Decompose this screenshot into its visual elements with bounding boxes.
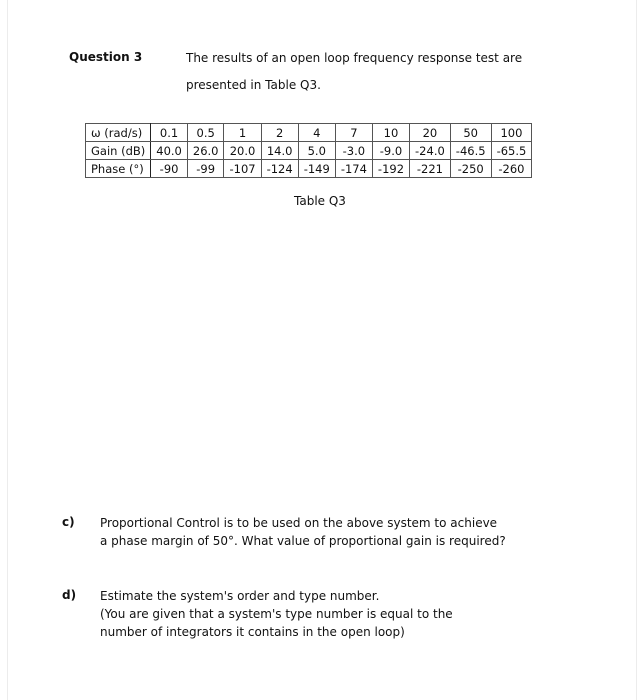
table-cell: -107 [224, 160, 261, 178]
table-cell: 14.0 [261, 142, 298, 160]
row-header: Phase (°) [86, 160, 151, 178]
part-c-label: c) [62, 515, 75, 529]
part-d-line-3: number of integrators it contains in the open loop) [100, 625, 405, 639]
part-c-line-2: a phase margin of 50°. What value of proportional gain is required? [100, 534, 506, 548]
question-label: Question 3 [69, 50, 143, 64]
table-row [86, 124, 532, 142]
table-cell: -65.5 [491, 142, 532, 160]
table-cell: -124 [261, 160, 298, 178]
part-c-line-1: Proportional Control is to be used on the above system to achieve [100, 516, 498, 530]
intro-line-1: The results of an open loop frequency response test are [186, 51, 523, 65]
table-cell: 10 [372, 124, 409, 142]
table-row [86, 142, 532, 160]
table-cell: 50 [450, 124, 491, 142]
table-cell: 100 [491, 124, 532, 142]
part-d-text [100, 587, 453, 641]
table-cell: 2 [261, 124, 298, 142]
table-row [86, 160, 532, 178]
table-cell: -192 [372, 160, 409, 178]
part-d-line-1: Estimate the system's order and type number. [100, 589, 380, 603]
table-cell: 4 [298, 124, 335, 142]
table-cell: 1 [224, 124, 261, 142]
frequency-response-table [85, 123, 532, 178]
table-cell: -174 [335, 160, 372, 178]
part-d-label: d) [62, 588, 77, 602]
table-cell: -149 [298, 160, 335, 178]
intro-line-2: presented in Table Q3. [186, 78, 321, 92]
table-cell: -99 [187, 160, 224, 178]
table-cell: 26.0 [187, 142, 224, 160]
table-cell: -90 [151, 160, 188, 178]
part-c-text [100, 514, 506, 550]
table-cell: -24.0 [410, 142, 451, 160]
table-cell: -3.0 [335, 142, 372, 160]
table-cell: 7 [335, 124, 372, 142]
table-cell: 0.1 [151, 124, 188, 142]
table-cell: -260 [491, 160, 532, 178]
table-cell: 5.0 [298, 142, 335, 160]
table-cell: 0.5 [187, 124, 224, 142]
table-cell: 20 [410, 124, 451, 142]
table-cell: -46.5 [450, 142, 491, 160]
table-cell: -221 [410, 160, 451, 178]
row-header: Gain (dB) [86, 142, 151, 160]
part-d-line-2: (You are given that a system's type number is equal to the [100, 607, 453, 621]
table-cell: -250 [450, 160, 491, 178]
table-caption: Table Q3 [294, 194, 346, 208]
table-cell: 40.0 [151, 142, 188, 160]
table-cell: -9.0 [372, 142, 409, 160]
row-header: ω (rad/s) [86, 124, 151, 142]
table-cell: 20.0 [224, 142, 261, 160]
